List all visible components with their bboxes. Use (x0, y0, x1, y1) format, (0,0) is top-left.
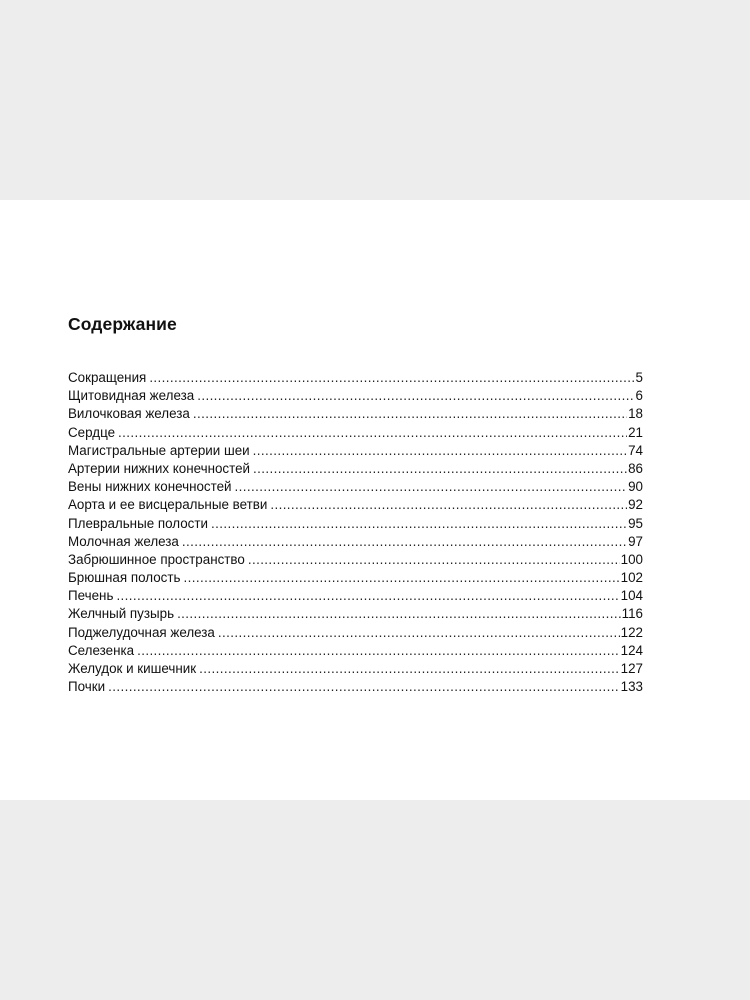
toc-entry-label: Магистральные артерии шеи (68, 442, 250, 458)
toc-entry-page: 92 (628, 497, 643, 513)
toc-entry (68, 387, 643, 405)
toc-leader-dots (108, 678, 620, 696)
toc-entry-page: 104 (620, 588, 643, 604)
toc-entry (68, 533, 643, 551)
toc-entry-page: 133 (620, 679, 643, 695)
toc-entry-page: 122 (620, 624, 643, 640)
toc-entry-label: Плевральные полости (68, 515, 208, 531)
toc-entry-page: 74 (628, 442, 643, 458)
toc-entry (68, 478, 643, 496)
toc-entry-label: Молочная железа (68, 533, 179, 549)
toc-entry (68, 515, 643, 533)
toc-entry-page: 86 (628, 460, 643, 476)
toc-leader-dots (211, 515, 627, 533)
toc-entry-label: Вены нижних конечностей (68, 479, 232, 495)
toc-leader-dots (197, 387, 634, 405)
toc-entry (68, 551, 643, 569)
toc-entry (68, 405, 643, 423)
toc-entry-label: Артерии нижних конечностей (68, 460, 251, 476)
toc-entry (68, 569, 643, 587)
toc-entry-label: Сокращения (68, 370, 147, 385)
toc-entry-label: Брюшная полость (68, 570, 181, 586)
toc-leader-dots (177, 605, 621, 623)
toc-leader-dots (137, 642, 620, 660)
toc-entry (68, 624, 643, 642)
toc-entry (68, 442, 643, 460)
page-title: Содержание (68, 314, 177, 334)
toc-entry-page: 100 (620, 551, 643, 567)
toc-leader-dots (183, 569, 619, 587)
toc-entry (68, 678, 643, 696)
toc-entry (68, 369, 643, 387)
document-page (0, 200, 750, 800)
toc-entry (68, 460, 643, 478)
toc-leader-dots (193, 405, 627, 423)
toc-list (68, 369, 643, 696)
toc-entry-label: Вилочковая железа (68, 406, 190, 422)
toc-leader-dots (199, 660, 620, 678)
toc-leader-dots (253, 442, 627, 460)
toc-leader-dots (270, 496, 627, 514)
toc-leader-dots (116, 587, 619, 605)
toc-entry-label: Поджелудочная железа (68, 624, 215, 640)
toc-entry-label: Почки (68, 679, 106, 695)
toc-entry-label: Желчный пузырь (68, 606, 175, 622)
toc-entry-page: 90 (628, 479, 643, 495)
toc-entry-label: Сердце (68, 424, 116, 440)
toc-entry-label: Печень (68, 588, 114, 604)
toc-entry-page: 95 (628, 515, 643, 531)
toc-entry-page: 97 (628, 533, 643, 549)
toc-entry-page: 102 (620, 570, 643, 586)
toc-entry-page: 127 (620, 661, 643, 676)
toc-entry-page: 124 (620, 642, 643, 658)
toc-entry-label: Селезенка (68, 642, 135, 658)
toc-leader-dots (118, 424, 627, 442)
toc-leader-dots (253, 460, 627, 478)
toc-entry (68, 660, 643, 678)
toc-entry (68, 642, 643, 660)
toc-entry-label: Щитовидная железа (68, 388, 195, 404)
toc-leader-dots (149, 369, 634, 387)
toc-entry-page: 5 (635, 370, 643, 385)
toc-entry-label: Забрюшинное пространство (68, 551, 245, 567)
toc-leader-dots (235, 478, 628, 496)
toc-entry-page: 116 (621, 606, 643, 622)
toc-leader-dots (248, 551, 620, 569)
toc-entry (68, 605, 643, 623)
toc-entry (68, 424, 643, 442)
toc-entry-page: 21 (628, 424, 643, 440)
toc-entry (68, 496, 643, 514)
toc-leader-dots (182, 533, 627, 551)
toc-leader-dots (218, 624, 620, 642)
toc-entry-label: Желудок и кишечник (68, 661, 197, 676)
toc-entry (68, 587, 643, 605)
toc-entry-page: 18 (628, 406, 643, 422)
toc-entry-label: Аорта и ее висцеральные ветви (68, 497, 268, 513)
toc-entry-page: 6 (635, 388, 643, 404)
